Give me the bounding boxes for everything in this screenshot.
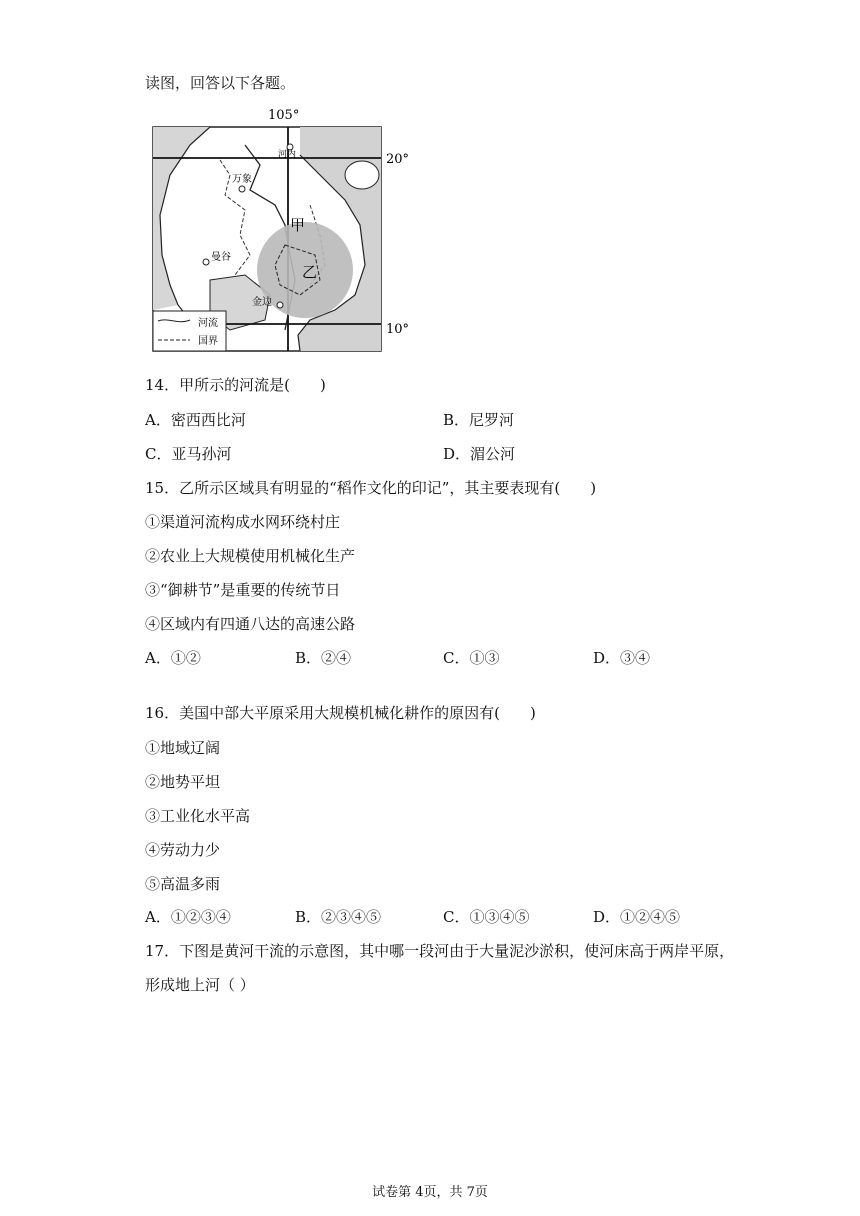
q16-option-b[interactable]: B．②③④⑤	[295, 908, 382, 926]
city-bangkok: 曼谷	[211, 252, 231, 263]
question-14-stem: 14．甲所示的河流是( )	[145, 376, 326, 394]
q15-item-3: ③“御耕节”是重要的传统节日	[145, 581, 341, 599]
city-hanoi: 河内	[278, 150, 297, 160]
city-phnompenh-marker	[277, 302, 283, 308]
intro-text: 读图，回答以下各题。	[145, 74, 296, 92]
q15-option-b[interactable]: B．②④	[295, 649, 352, 667]
legend-river: 河流	[198, 318, 218, 329]
q15-option-a[interactable]: A．①②	[145, 649, 201, 667]
q16-option-a[interactable]: A．①②③④	[145, 908, 231, 926]
city-vientiane-marker	[239, 186, 245, 192]
q16-item-1: ①地域辽阔	[145, 739, 221, 757]
question-17-stem-line2: 形成地上河（ ）	[145, 976, 255, 994]
q16-item-4: ④劳动力少	[145, 841, 221, 859]
q15-item-2: ②农业上大规模使用机械化生产	[145, 547, 356, 565]
southeast-asia-map	[150, 105, 420, 355]
q15-option-d[interactable]: D．③④	[593, 649, 651, 667]
city-vientiane: 万象	[232, 174, 252, 185]
city-bangkok-marker	[203, 259, 209, 265]
q16-option-d[interactable]: D．①②④⑤	[593, 908, 681, 926]
q14-option-d[interactable]: D．湄公河	[443, 445, 516, 463]
latitude-10-label: 10°	[386, 322, 410, 337]
q16-option-c[interactable]: C．①③④⑤	[443, 908, 530, 926]
city-phnompenh: 金边	[252, 297, 272, 308]
q14-option-c[interactable]: C．亚马孙河	[145, 445, 232, 463]
q14-option-b[interactable]: B．尼罗河	[443, 411, 515, 429]
latitude-20-label: 20°	[386, 152, 410, 167]
q14-option-a[interactable]: A．密西西比河	[145, 411, 246, 429]
q15-option-c[interactable]: C．①③	[443, 649, 500, 667]
longitude-label: 105°	[268, 108, 300, 123]
question-16-stem: 16．美国中部大平原采用大规模机械化耕作的原因有( )	[145, 704, 536, 722]
page-footer: 试卷第 4页，共 7页	[372, 1185, 488, 1200]
q16-item-3: ③工业化水平高	[145, 807, 251, 825]
region-yi-label: 乙	[302, 263, 318, 281]
q15-item-4: ④区域内有四通八达的高速公路	[145, 615, 356, 633]
legend-border: 国界	[198, 336, 218, 347]
question-15-stem: 15．乙所示区域具有明显的“稻作文化的印记”，其主要表现有( )	[145, 479, 597, 497]
question-17-stem-line1: 17．下图是黄河干流的示意图，其中哪一段河由于大量泥沙淤积，使河床高于两岸平原，	[145, 942, 735, 960]
q16-item-5: ⑤高温多雨	[145, 875, 221, 893]
region-jia-label: 甲	[290, 216, 306, 234]
q16-item-2: ②地势平坦	[145, 773, 221, 791]
q15-item-1: ①渠道河流构成水网环绕村庄	[145, 513, 341, 531]
